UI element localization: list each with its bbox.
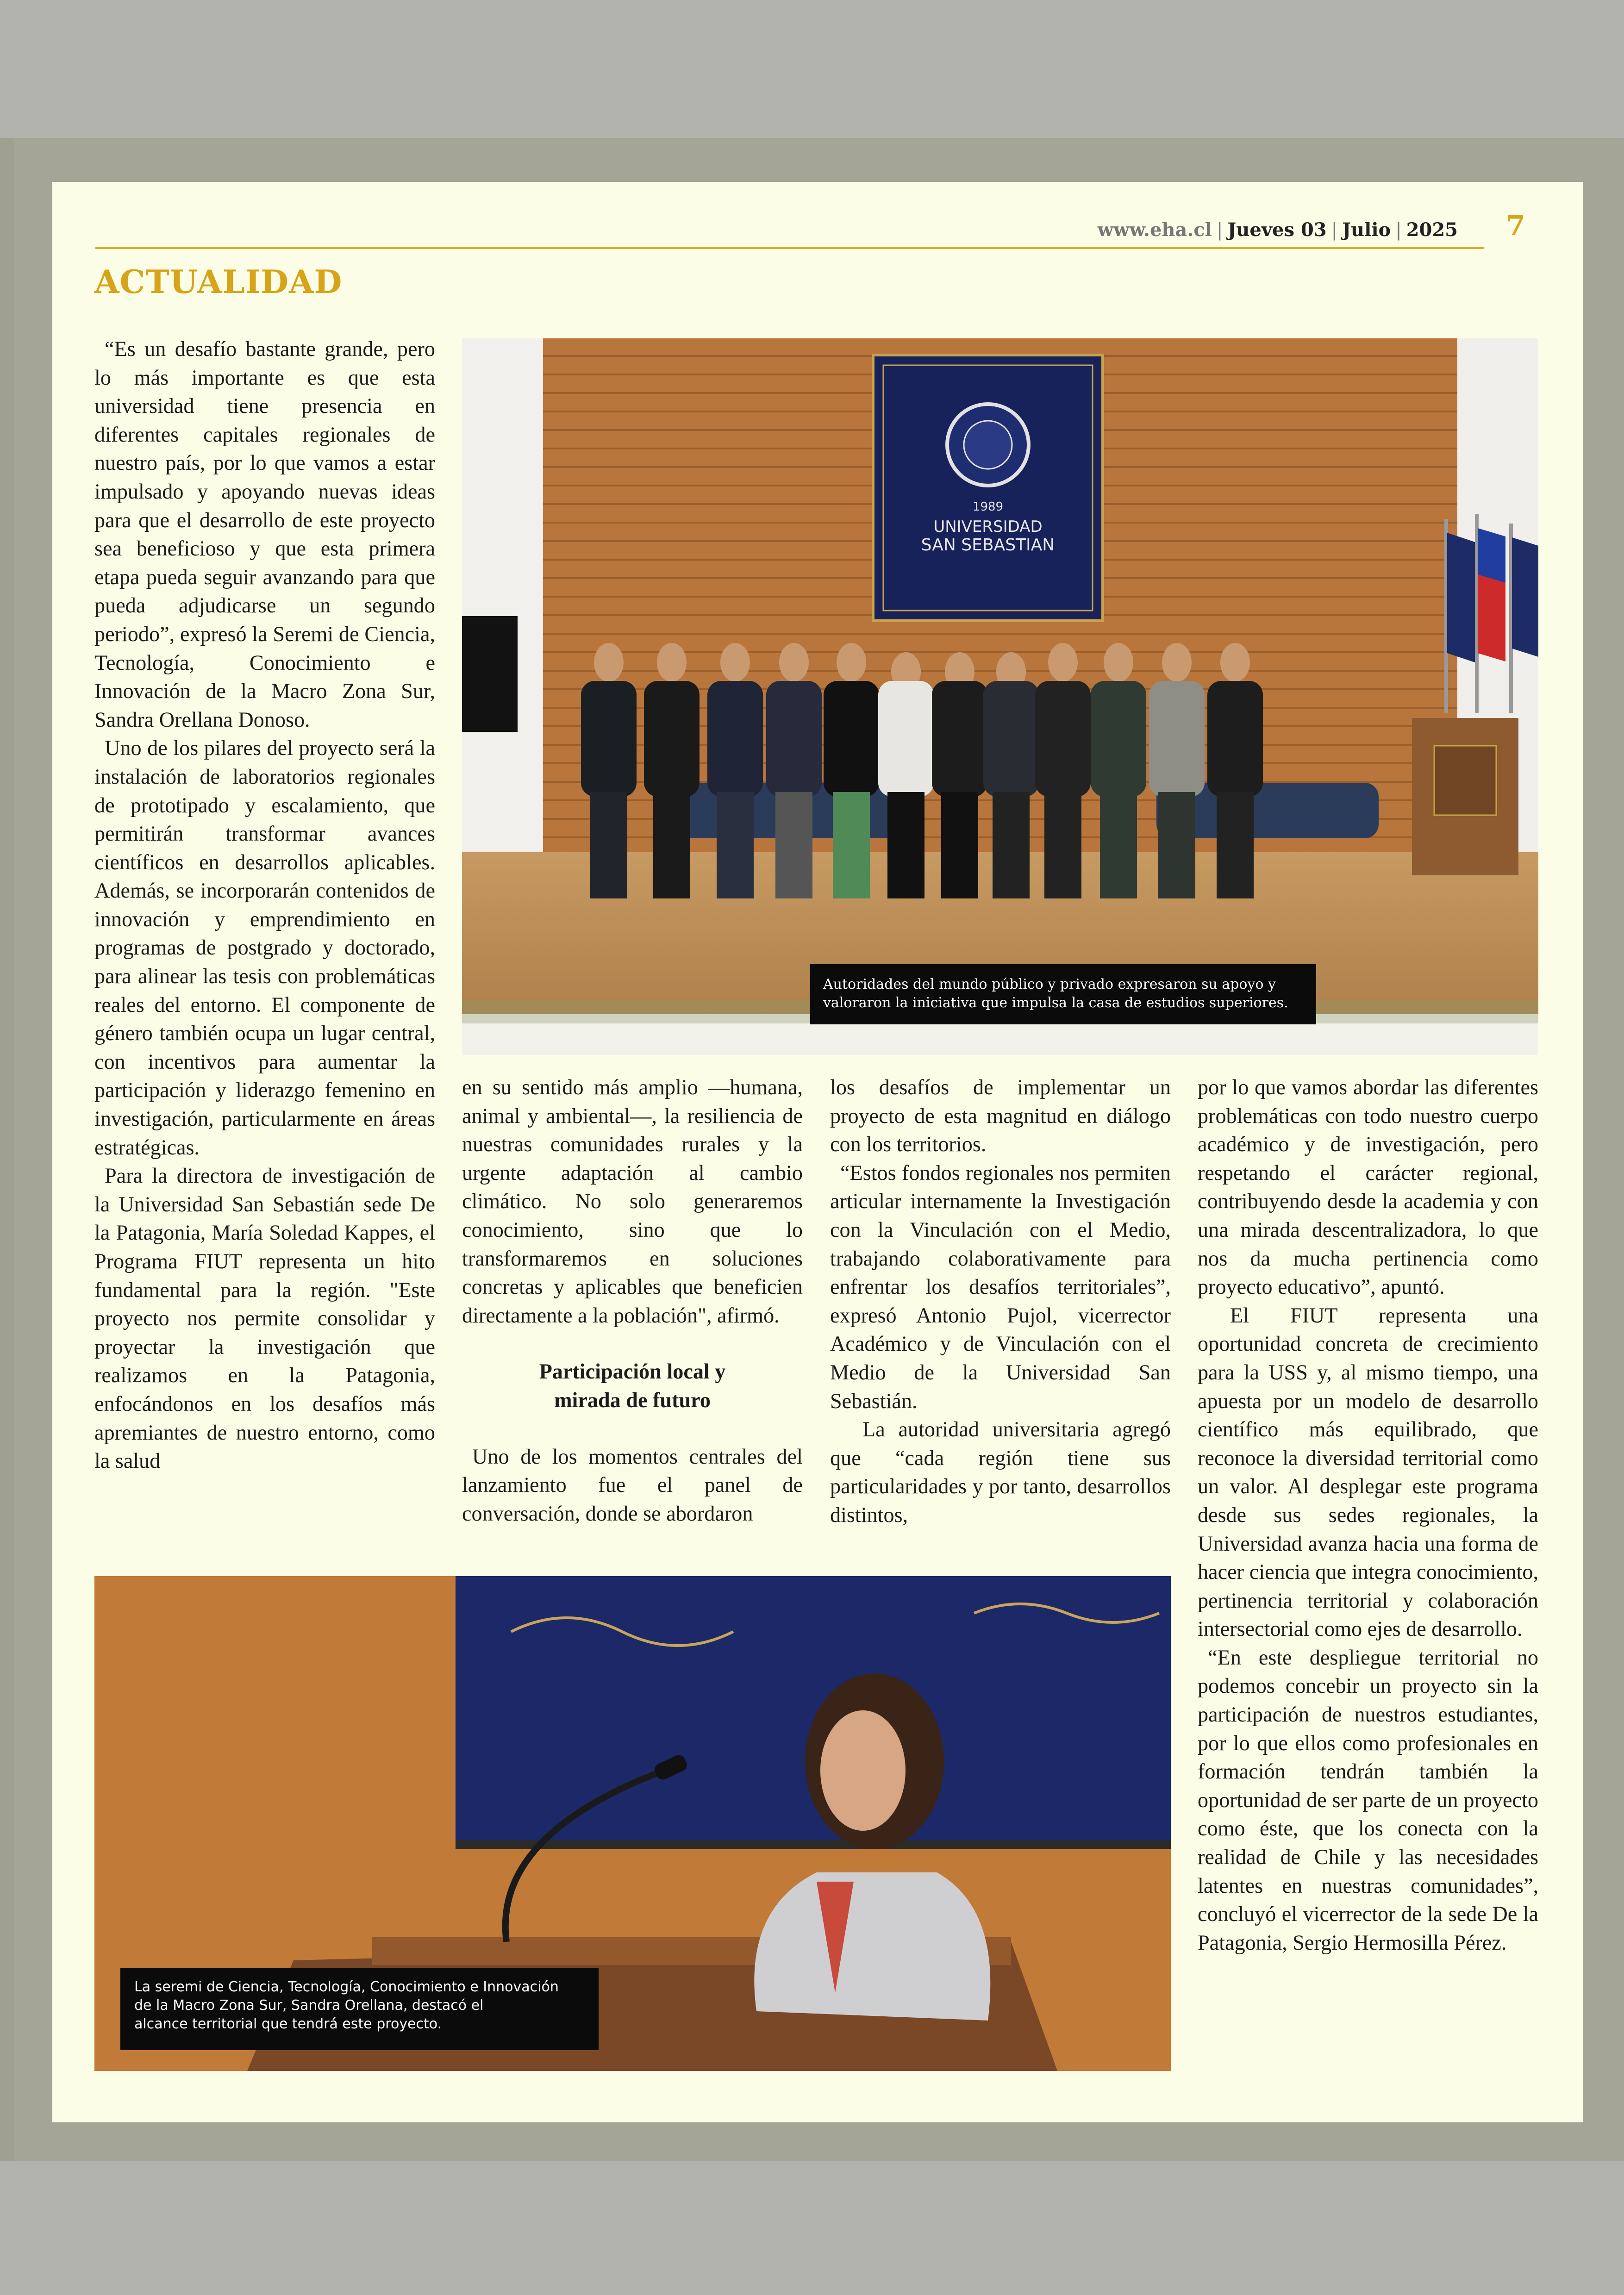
caption-line: La seremi de Ciencia, Tecnología, Conocimiento e Innovación: [134, 1979, 559, 1995]
person-torso: [824, 681, 879, 797]
person-head: [837, 643, 866, 682]
page-header-meta: www.eha.cl | Jueves 03 | Julio | 2025: [1097, 219, 1458, 241]
article-column-3: [830, 1073, 1171, 1529]
paragraph: “Es un desafío bastante grande, pero lo más importante es que esta universidad tiene presencia en diferentes capitales regionales de nuestro país, por lo que vamos a estar impulsado y apoyando nuevas ideas para que el desarrollo de este proyecto sea beneficioso y que esta primera etapa pueda seguir avanzando para que pueda adjudicarse un segundo periodo”, expresó la Seremi de Ciencia, Tecnología, Conocimiento e Innovación de la Macro Zona Sur, Sandra Orellana Donoso.: [94, 337, 435, 731]
person-legs: [1158, 792, 1195, 898]
person-torso: [1035, 681, 1091, 797]
person-head: [594, 643, 624, 682]
header-month: Julio: [1342, 219, 1391, 241]
person-legs: [1100, 792, 1137, 898]
person-torso: [932, 681, 987, 797]
person-legs: [775, 792, 812, 898]
paragraph: en su sentido más amplio —humana, animal y ambiental—, la resiliencia de nuestras comunidades rurales y la urgente adaptación al cambio climático. No solo generaremos conocimiento, sino que lo transformaremos en soluciones concretas y aplicables que beneficien directamente a la población", afirmó.: [462, 1075, 803, 1327]
banner-year: 1989: [972, 500, 1004, 514]
caption-line: Autoridades del mundo público y privado expresaron su apoyo y: [823, 976, 1276, 992]
article-column-1: [94, 335, 435, 1475]
person-head: [779, 643, 809, 682]
person-torso: [707, 681, 763, 797]
person-legs: [1044, 792, 1081, 898]
paragraph: por lo que vamos abordar las diferentes problemáticas con todo nuestro cuerpo académico y de investigación, pero respetando el carácter regional, contribuyendo desde la academia y con una mirada descentralizadora, lo que nos da mucha pertinencia como proyecto educativo”, apuntó.: [1198, 1075, 1538, 1299]
person-legs: [887, 792, 924, 898]
caption-line: de la Macro Zona Sur, Sandra Orellana, destacó el: [134, 1997, 484, 2014]
person-head: [657, 643, 687, 682]
paragraph: Uno de los momentos centrales del lanzamiento fue el panel de conversación, donde se abordaron: [462, 1444, 803, 1525]
newspaper-page: [52, 182, 1583, 2122]
person-torso: [878, 681, 934, 797]
person-torso: [644, 681, 700, 797]
paragraph: “Estos fondos regionales nos permiten articular internamente la Investigación con la Vinculación con el Medio, trabajando colaborativamente para enfrentar los desafíos territoriales”, expresó Antonio Pujol, vicerrector Académico y de Vinculación con el Medio de la Universidad San Sebastián.: [830, 1160, 1171, 1413]
paragraph: El FIUT representa una oportunidad concreta de crecimiento para la USS y, al mismo tiempo, una apuesta por un modelo de desarrollo científico más equilibrado, que reconoce la diversidad territorial como un valor. Al desplegar este programa desde sus sedes regionales, la Universidad avanza hacia una forma de hacer ciencia que integra conocimiento, pertinencia territorial y colaboración intersectorial como ejes de desarrollo.: [1198, 1303, 1538, 1641]
section-title: ACTUALIDAD: [94, 263, 343, 301]
person-torso: [1207, 681, 1263, 797]
header-rule: [95, 247, 1484, 249]
header-day: Jueves 03: [1227, 219, 1327, 241]
person-torso: [983, 681, 1039, 797]
subheading-line-2: mirada de futuro: [554, 1388, 711, 1412]
group-photo: [462, 338, 1538, 1055]
paragraph: La autoridad universitaria agregó que “cada región tiene sus particularidades y por tanto, desarrollos distintos,: [830, 1417, 1171, 1527]
person-legs: [653, 792, 690, 898]
page-number: 7: [1506, 210, 1525, 242]
person-legs: [717, 792, 754, 898]
subheading-line-1: Participación local y: [539, 1360, 726, 1384]
group-photo-image: [462, 338, 1538, 1055]
person-torso: [581, 681, 637, 797]
banner-line-1: UNIVERSIDAD: [933, 518, 1043, 536]
paragraph: “En este despliegue territorial no podemos concebir un proyecto sin la participación de nuestros estudiantes, por lo que ellos como profesionales en formación tendrán también la oportunidad de ser parte de un proyecto como éste, que los conecta con la realidad de Chile y las necesidades latentes en nuestras comunidades”, concluyó el vicerrector de la sede De la Patagonia, Sergio Hermosilla Pérez.: [1198, 1645, 1538, 1954]
subheading: [462, 1357, 803, 1414]
person-head: [1220, 643, 1250, 682]
paragraph: los desafíos de implementar un proyecto de esta magnitud en diálogo con los territorios.: [830, 1075, 1171, 1156]
person-torso: [766, 681, 822, 797]
person-legs: [833, 792, 870, 898]
site-url[interactable]: www.eha.cl: [1097, 219, 1212, 241]
person-legs: [941, 792, 978, 898]
person-legs: [1217, 792, 1254, 898]
person-legs: [590, 792, 627, 898]
person-torso: [1149, 681, 1205, 797]
article-column-2: [462, 1073, 803, 1528]
person-head: [1104, 643, 1133, 682]
paragraph: Uno de los pilares del proyecto será la instalación de laboratorios regionales de prototipado y escalamiento, que permitirán transformar avances científicos en desarrollos aplicables. Además, se incorporarán contenidos de innovación y emprendimiento en programas de postgrado y doctorado, para alinear las tesis con problemáticas reales del entorno. El componente de género también ocupa un lugar central, con incentivos para aumentar la participación y liderazgo femenino en investigación, particularmente en áreas estratégicas.: [94, 736, 435, 1159]
caption-line: alcance territorial que tendrá este proyecto.: [134, 2016, 442, 2032]
article-column-4: [1198, 1073, 1538, 1957]
person-head: [720, 643, 750, 682]
photo-caption-2: [120, 1968, 599, 2050]
header-year: 2025: [1406, 219, 1458, 241]
photo-caption-1: [810, 964, 1316, 1024]
person-legs: [993, 792, 1030, 898]
person-head: [1162, 643, 1192, 682]
person-head: [1048, 643, 1078, 682]
banner-line-2: SAN SEBASTIAN: [921, 536, 1055, 555]
people-group: [581, 643, 1263, 898]
paragraph: Para la directora de investigación de la Universidad San Sebastián sede De la Patagonia, María Soledad Kappes, el Programa FIUT representa un hito fundamental para la región. "Este proyecto nos permite consolidar y proyectar la investigación que realizamos en la Patagonia, enfocándonos en los desafíos más apremiantes de nuestro entorno, como la salud: [94, 1164, 435, 1473]
caption-line: valoraron la iniciativa que impulsa la casa de estudios superiores.: [823, 995, 1288, 1011]
person-torso: [1091, 681, 1146, 797]
